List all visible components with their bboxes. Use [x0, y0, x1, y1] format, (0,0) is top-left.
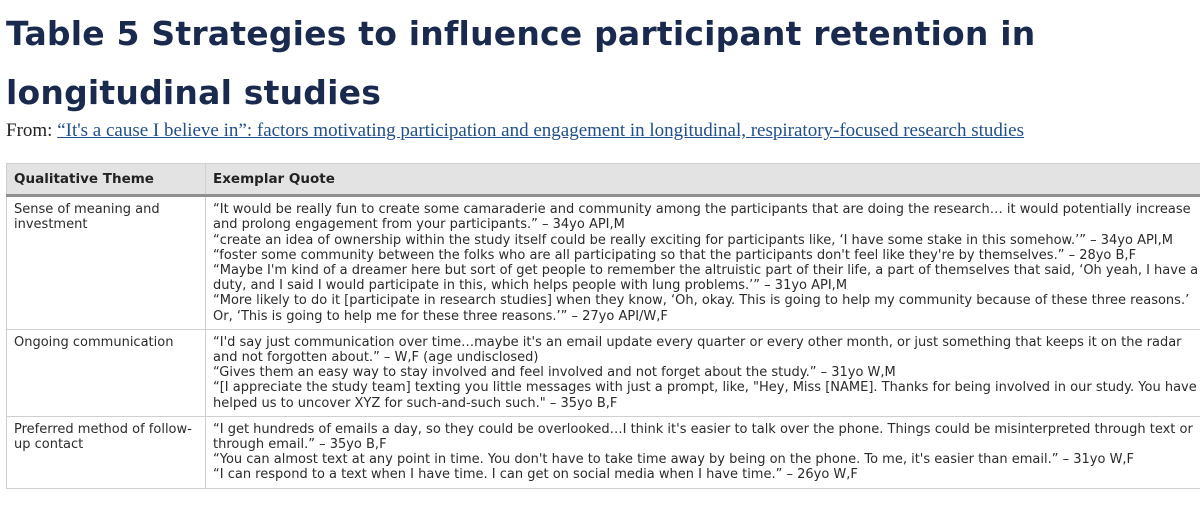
theme-cell: Preferred method of follow-up contact [7, 416, 206, 488]
table-container [6, 163, 1200, 523]
table-row [7, 416, 1200, 488]
quote-text: “[I appreciate the study team] texting you little messages with just a prompt, like, "Hey, Miss [NAME]. Thanks for being involved in our study. You have helped us to uncover XYZ for such-and-such such." – 35yo B,F [213, 380, 1197, 411]
quote-cell [206, 196, 1200, 330]
quote-text: “Maybe I'm kind of a dreamer here but sort of get people to remember the altruistic part of their life, a part of themselves that said, ‘Oh yeah, I have a duty, and I said I would participate in this, which helps people with lung problems.’” – 31yo API,M [213, 263, 1199, 294]
theme-cell: Sense of meaning and investment [7, 196, 206, 330]
quote-cell [206, 329, 1200, 416]
quote-text: “Gives them an easy way to stay involved and feel involved and not forget about the study.” – 31yo W,M [213, 365, 896, 381]
source-line [6, 118, 1024, 144]
header-exemplar-quote: Exemplar Quote [206, 164, 1200, 196]
table-row [7, 196, 1200, 330]
quote-text: “I'd say just communication over time…maybe it's an email update every quarter or every other month, or just something that keeps it on the radar and not forgotten about.” – W,F (age undisclosed) [213, 334, 1182, 366]
table-header-row [7, 164, 1200, 196]
quote-text: “More likely to do it [participate in research studies] when they know, ‘Oh, okay. This is going to help my community because of these three reasons.’ Or, ‘This is going to help me for these three reasons.’” – 27yo API/W,F [213, 293, 1190, 324]
quote-text: “You can almost text at any point in time. You don't have to take time away by being on the phone. To me, it's easier than email.” – 31yo W,F [213, 452, 1135, 468]
page-title: Table 5 Strategies to influence participant retention in longitudinal studies [6, 14, 1036, 112]
quote-text: “I get hundreds of emails a day, so they could be overlooked…I think it's easier to talk over the phone. Things could be misinterpreted through text or through email.” – 35yo B,F [213, 421, 1193, 453]
source-article-link[interactable]: “It's a cause I believe in”: factors motivating participation and engagement in longitudinal, respiratory-focused research studies [57, 120, 1025, 141]
header-qualitative-theme: Qualitative Theme [7, 164, 206, 196]
retention-strategies-table [6, 163, 1200, 489]
theme-cell: Ongoing communication [7, 329, 206, 416]
quote-text: “foster some community between the folks who are all participating so that the participants don't feel like they're by themselves.” – 28yo B,F [213, 247, 1137, 263]
source-prefix: From: [6, 120, 58, 141]
quote-text: “It would be really fun to create some camaraderie and community among the participants that are doing the research… it would potentially increase and prolong engagement from your participants.” – 34yo API,M [213, 202, 1191, 233]
quote-text: “create an idea of ownership within the study itself could be really exciting for participants like, ‘I have some stake in this somehow.’” – 34yo API,M [213, 232, 1173, 248]
quote-cell [206, 416, 1200, 488]
quote-text: “I can respond to a text when I have time. I can get on social media when I have time.” – 26yo W,F [213, 467, 858, 483]
table-row [7, 329, 1200, 416]
